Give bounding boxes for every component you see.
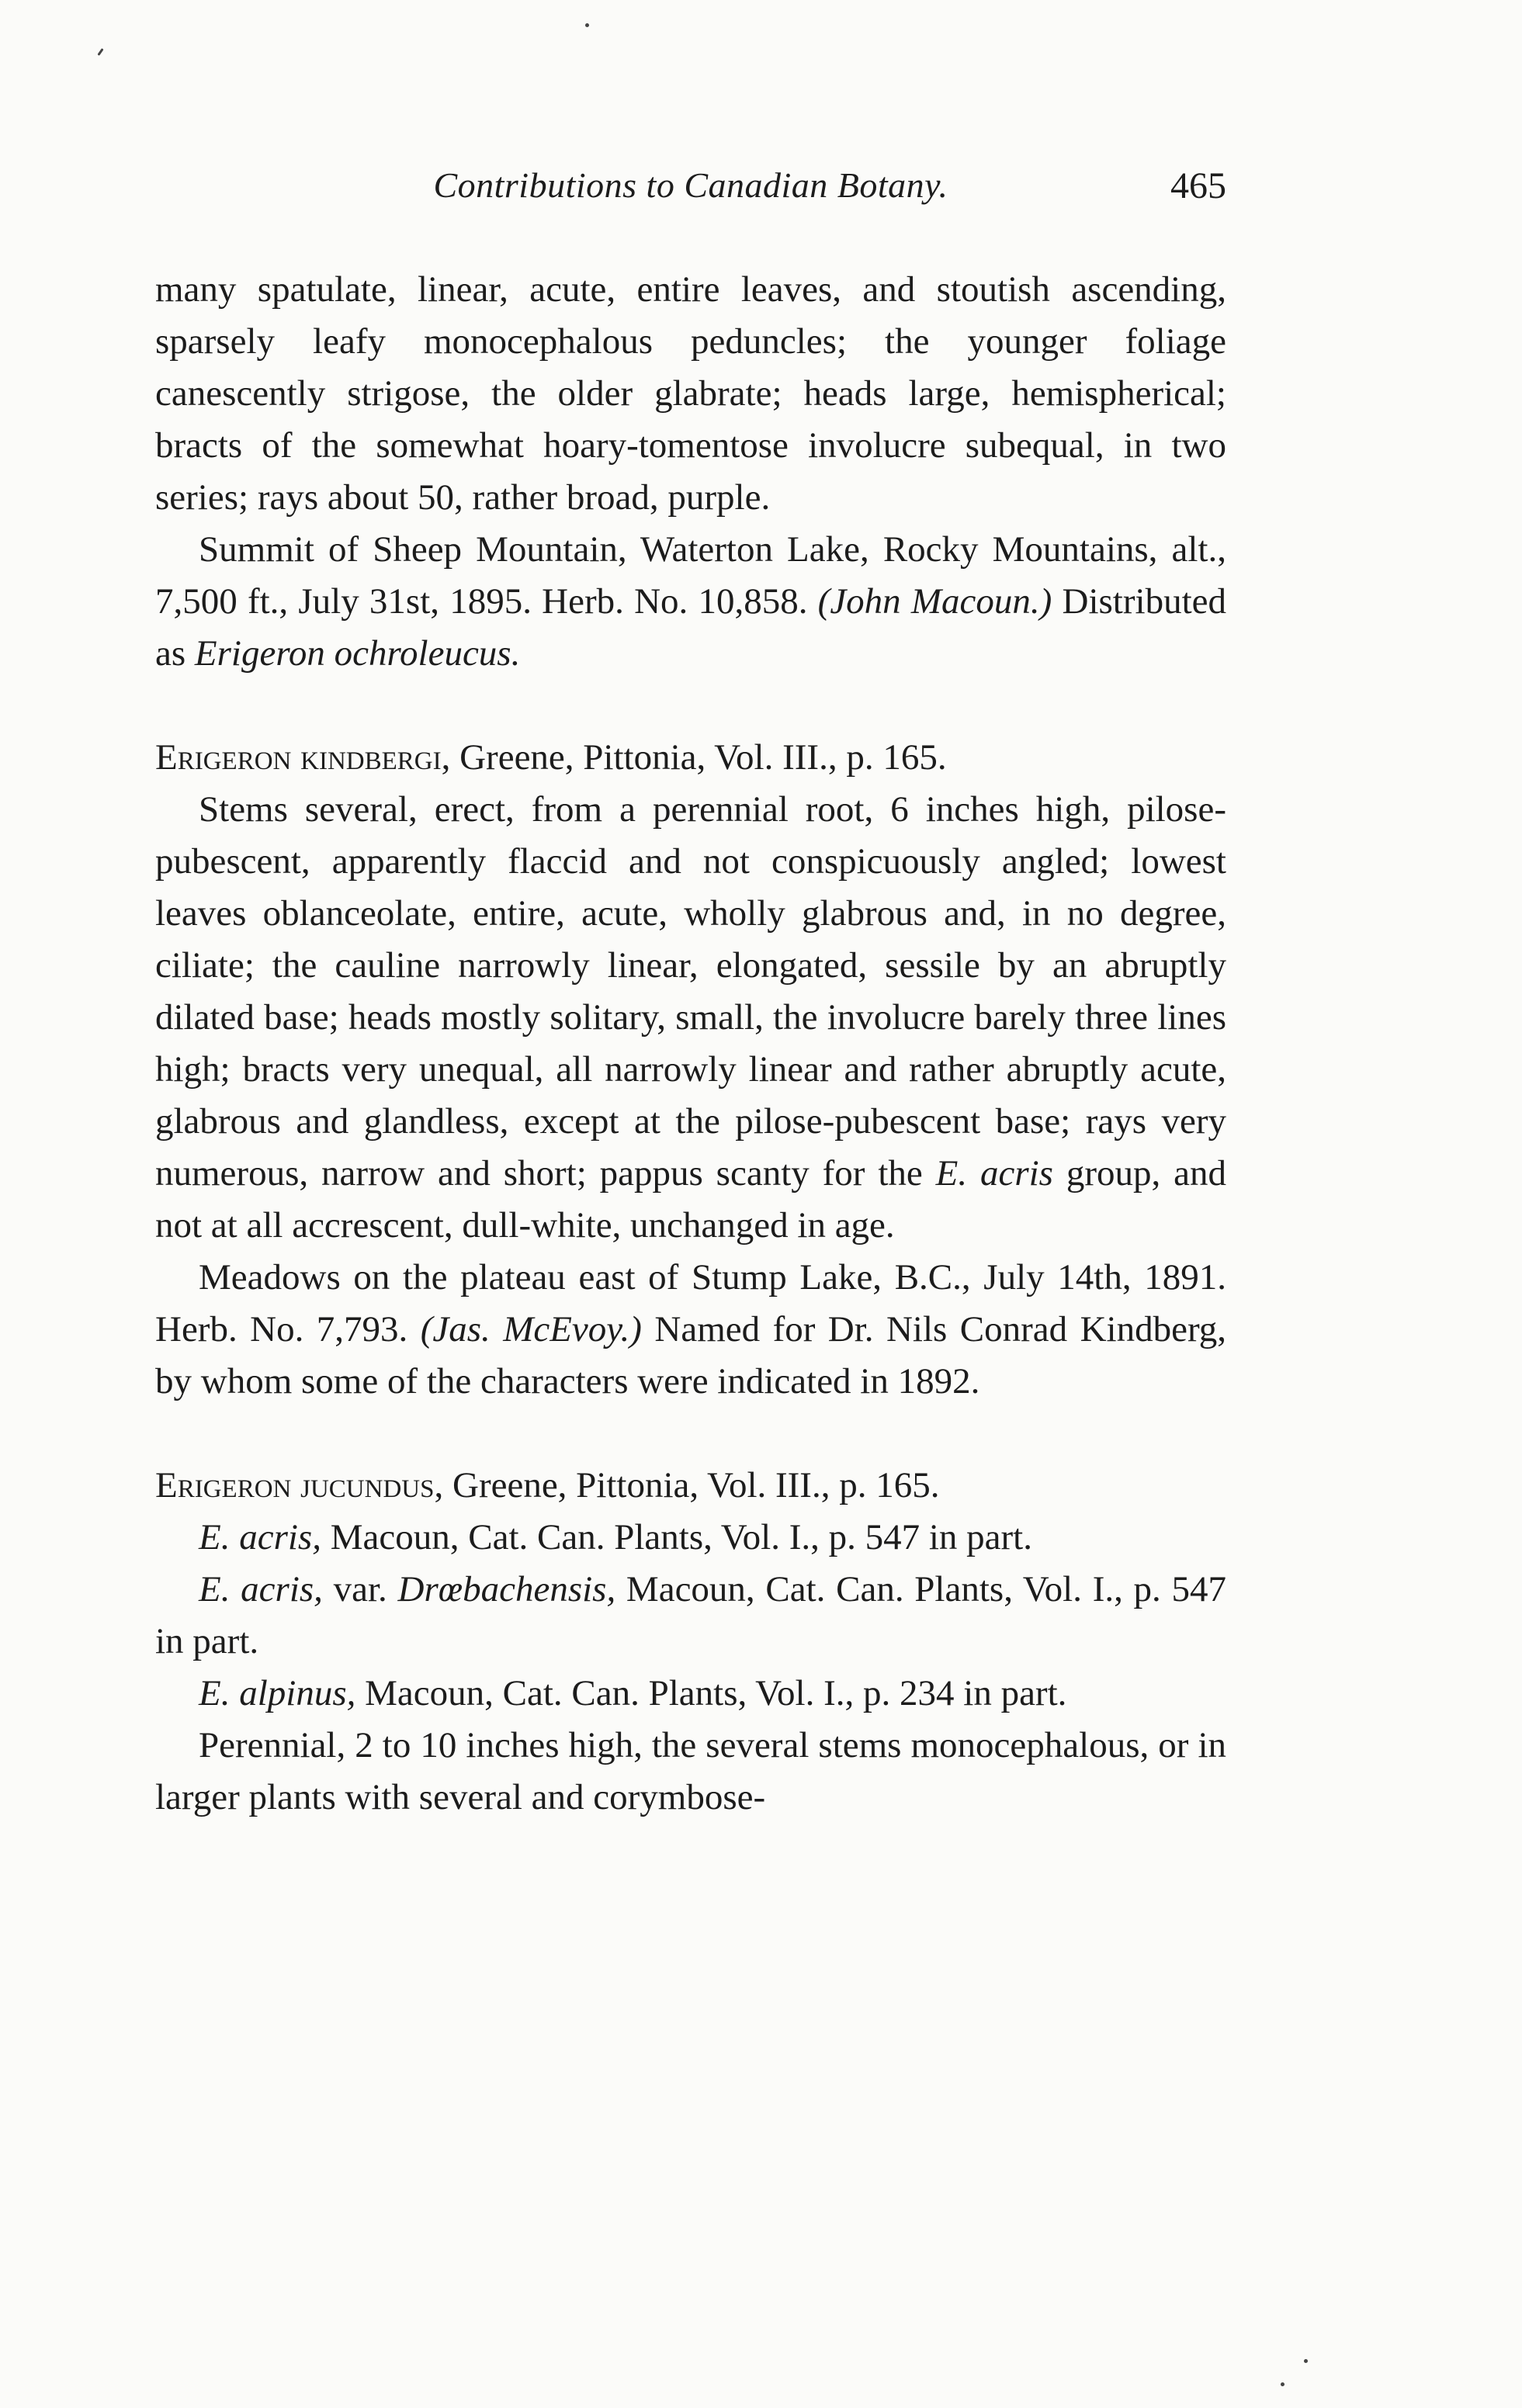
paragraph: Perennial, 2 to 10 inches high, the several stems monocephalous, or in larger plants with several and corymbose- — [155, 1725, 1226, 1817]
paragraph: many spatulate, linear, acute, entire leaves, and stoutish ascending, sparsely leafy monocephalous peduncles; the younger foliage canescently strigose, the older glabrate; heads large, hemispherical; bracts of the somewhat hoary-tomentose involucre subequal, in two series; rays about 50, rather broad, purple. — [155, 269, 1226, 518]
collector: (John Macoun.) — [817, 581, 1052, 622]
species-heading: Erigeron kindbergi, Greene, Pittonia, Vol. III., p. 165. — [155, 737, 947, 778]
species-name: Erigeron ochroleucus. — [194, 633, 521, 674]
speck — [1281, 2382, 1285, 2386]
collector: (Jas. McEvoy.) — [420, 1309, 642, 1350]
page-header — [155, 165, 1226, 219]
speck — [1304, 2359, 1308, 2363]
page-body — [155, 264, 1226, 1824]
synonym: E. alpinus, Macoun, Cat. Can. Plants, Vol. I., p. 234 in part. — [199, 1673, 1067, 1713]
speck — [585, 23, 589, 27]
paragraph: Stems several, erect, from a perennial root, 6 inches high, pilose-pubescent, apparently flaccid and not conspicuously angled; lowest leaves oblanceolate, entire, acute, wholly glabrous and, in no degree, ciliate; the cauline narrowly linear, elongated, sessile by an abruptly dilated base; heads mostly solitary, small, the involucre barely three lines high; bracts very unequal, all narrowly linear and rather abruptly acute, glabrous and glandless, except at the pilose-pubescent base; rays very numerous, narrow and short; pappus scanty for the E. acris group, and not at all accrescent, dull-white, unchanged in age. — [155, 789, 1226, 1246]
running-title: Contributions to Canadian Botany. — [433, 165, 948, 205]
species-title: Erigeron kindbergi — [155, 737, 442, 778]
synonym: E. acris, Macoun, Cat. Can. Plants, Vol. I., p. 547 in part. — [199, 1517, 1032, 1557]
page-number: 465 — [1170, 165, 1226, 206]
species-name: E. acris — [935, 1153, 1053, 1194]
species-title: Erigeron jucundus — [155, 1465, 435, 1505]
synonym: E. acris, var. Drœbachensis, Macoun, Cat. Can. Plants, Vol. I., p. 547 in part. — [155, 1569, 1227, 1661]
species-heading: Erigeron jucundus, Greene, Pittonia, Vol. III., p. 165. — [155, 1465, 940, 1505]
paragraph: Summit of Sheep Mountain, Waterton Lake, Rocky Mountains, alt., 7,500 ft., July 31st, 1895. Herb. No. 10,858. (John Macoun.) Distributed as Erigeron ochroleucus. — [155, 529, 1226, 674]
paragraph: Meadows on the plateau east of Stump Lake, B.C., July 14th, 1891. Herb. No. 7,793. (Jas. McEvoy.) Named for Dr. Nils Conrad Kindberg, by whom some of the characters were indicated in 1892. — [155, 1257, 1226, 1401]
speck — [97, 48, 103, 56]
